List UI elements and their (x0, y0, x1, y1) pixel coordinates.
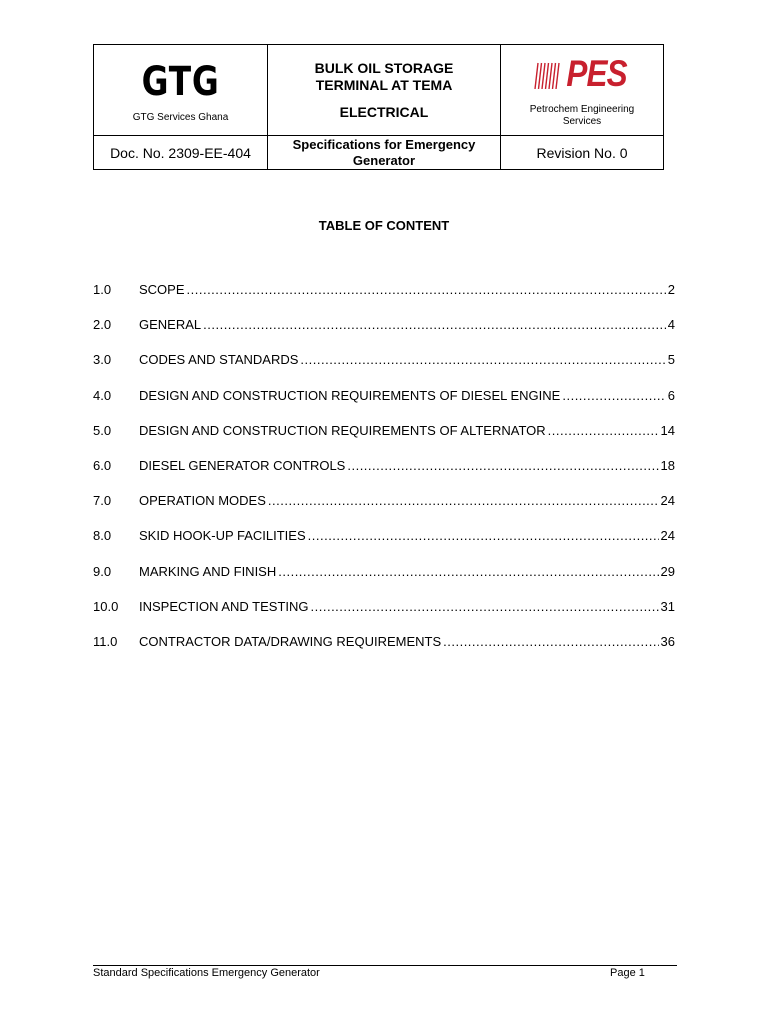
toc-dot-leader (562, 388, 665, 403)
toc-entry[interactable] (93, 528, 675, 563)
toc-entry-page: 18 (660, 457, 675, 473)
toc-entry-page: 14 (660, 422, 675, 438)
toc-entry[interactable] (93, 599, 675, 634)
toc-entry-title: MARKING AND FINISH (139, 563, 277, 579)
project-title-line1: BULK OIL STORAGE (314, 59, 454, 76)
toc-entry[interactable] (93, 352, 675, 387)
footer-divider (93, 965, 677, 966)
toc-entry-title: DESIGN AND CONSTRUCTION REQUIREMENTS OF DIESEL ENGINE (139, 387, 561, 403)
pes-stripes-icon (531, 59, 561, 89)
toc-entry-number: 5.0 (93, 422, 112, 438)
spec-title-cell (268, 136, 501, 170)
pes-logo-text: PES (566, 53, 628, 94)
toc-entry-title: SCOPE (139, 282, 185, 297)
toc-entry[interactable] (93, 458, 675, 493)
footer-document-title: Standard Specifications Emergency Generator (93, 967, 320, 979)
toc-entry-title: GENERAL (139, 317, 202, 333)
toc-entry-page: 6 (667, 387, 675, 403)
toc-entry-page: 36 (660, 633, 675, 649)
spec-title-line2: Generator (352, 152, 416, 168)
toc-entry-page: 29 (660, 563, 675, 579)
toc-entry-number: 10.0 (93, 598, 119, 614)
toc-entry-title: CODES AND STANDARDS (139, 352, 299, 368)
pes-caption-line1: Petrochem Engineering (529, 104, 635, 115)
document-header-table (93, 44, 664, 170)
toc-entry[interactable] (93, 564, 675, 599)
toc-entry-number: 2.0 (93, 317, 112, 333)
discipline-label: ELECTRICAL (339, 103, 429, 120)
toc-dot-leader (443, 634, 658, 649)
toc-heading: TABLE OF CONTENT (318, 218, 450, 233)
toc-dot-leader (311, 599, 659, 614)
toc-dot-leader (268, 493, 659, 508)
toc-dot-leader (203, 317, 666, 332)
toc-entry-title: SKID HOOK-UP FACILITIES (139, 528, 306, 544)
footer-page-number: Page 1 (610, 967, 645, 979)
toc-entry[interactable] (93, 423, 675, 458)
toc-entry[interactable] (93, 493, 675, 528)
toc-entry-number: 3.0 (93, 352, 112, 368)
toc-entry-page: 5 (667, 352, 675, 368)
project-title-line2: TERMINAL AT TEMA (315, 76, 453, 93)
toc-entry-title: DESIGN AND CONSTRUCTION REQUIREMENTS OF ALTERNATOR (139, 422, 546, 438)
gtg-caption: GTG Services Ghana (132, 112, 229, 123)
toc-dot-leader (548, 423, 659, 438)
toc-entry-title: DIESEL GENERATOR CONTROLS (139, 457, 346, 473)
toc-entry[interactable] (93, 634, 675, 669)
toc-dot-leader (347, 458, 658, 473)
toc-entry-number: 7.0 (93, 493, 112, 509)
project-title-cell (268, 45, 501, 136)
toc-entry-title: INSPECTION AND TESTING (139, 598, 309, 614)
revision-number: Revision No. 0 (501, 136, 664, 170)
pes-logo (501, 52, 663, 96)
toc-entry-number: 9.0 (93, 563, 112, 579)
pes-logo-cell (501, 45, 664, 136)
toc-entry-number: 1.0 (93, 282, 112, 297)
toc-entry[interactable] (93, 388, 675, 423)
doc-number: Doc. No. 2309-EE-404 (94, 136, 268, 170)
table-of-contents (93, 282, 675, 669)
toc-entry[interactable] (93, 317, 675, 352)
toc-entry-number: 11.0 (93, 633, 118, 649)
toc-entry-page: 4 (667, 317, 675, 333)
toc-entry-page: 31 (660, 598, 675, 614)
toc-dot-leader (308, 528, 659, 543)
toc-entry[interactable] (93, 282, 675, 317)
spec-title-line1: Specifications for Emergency (292, 136, 476, 152)
toc-entry-page: 24 (660, 528, 675, 544)
gtg-logo-cell (94, 45, 268, 136)
toc-dot-leader (300, 352, 665, 367)
toc-entry-number: 4.0 (93, 387, 112, 403)
toc-dot-leader (278, 564, 658, 579)
toc-entry-number: 8.0 (93, 528, 112, 544)
toc-entry-number: 6.0 (93, 457, 112, 473)
toc-entry-page: 24 (660, 493, 675, 509)
toc-entry-title: OPERATION MODES (139, 493, 266, 509)
toc-dot-leader (187, 282, 666, 297)
gtg-logo: GTG (141, 59, 220, 105)
toc-entry-title: CONTRACTOR DATA/DRAWING REQUIREMENTS (139, 633, 442, 649)
pes-caption-line2: Services (562, 116, 602, 127)
toc-entry-page: 2 (667, 282, 675, 297)
